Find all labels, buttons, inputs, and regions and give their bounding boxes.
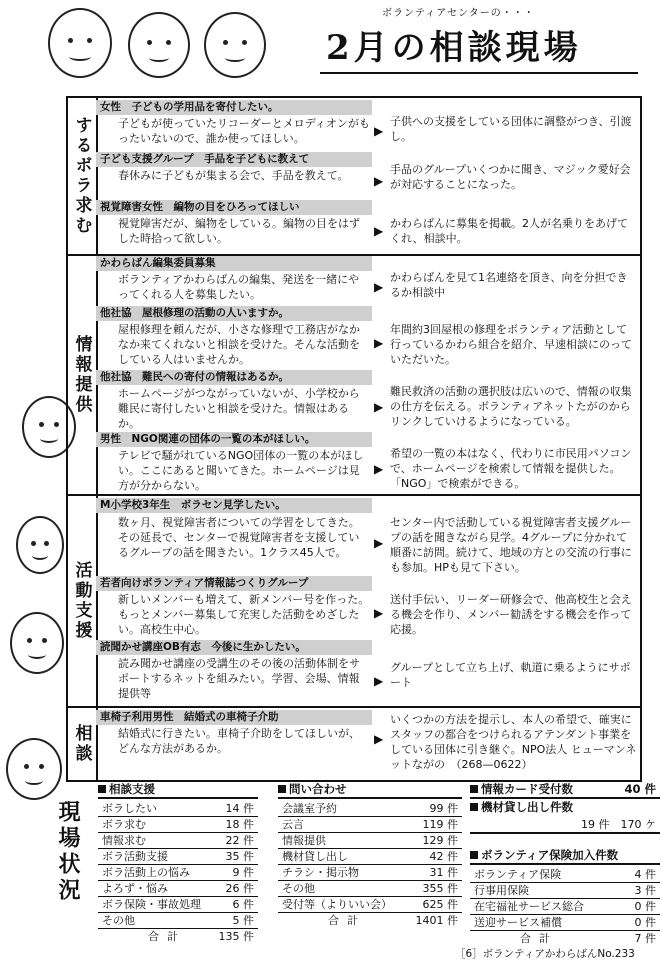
table-total: 合計 1401 件 — [328, 914, 458, 927]
square-icon — [470, 785, 478, 793]
table-row: 情報求む 22 件 — [98, 833, 258, 849]
table-title: 問い合わせ — [278, 782, 462, 799]
entry-answer: 希望の一覧の本はなく、代わりに市民用パソコンで、ホームページを検索して情報を提供した。「NGO」で検索ができる。 — [390, 447, 632, 490]
arrow-icon: ▶ — [374, 124, 384, 138]
table-title: ボランティア保険加入件数 — [470, 848, 660, 865]
arrow-icon: ▶ — [374, 606, 384, 620]
entry-heading: 他社協 屋根修理の活動の人いますか。 — [96, 306, 372, 321]
table-row: よろず・悩み 26 件 — [98, 881, 258, 897]
entry-answer: グループとして立ち上げ、軌道に乗るようにサポート — [390, 661, 631, 689]
stats-label: 現場状況 — [55, 800, 80, 904]
table-row: ボランティア保険 4 件 — [470, 867, 660, 883]
illustration-woman — [128, 12, 190, 78]
arrow-icon: ▶ — [374, 174, 384, 188]
square-icon — [470, 803, 478, 811]
entry-answer: いくつかの方法を提示し、本人の希望で、確実にスタッフの都合をつけられるアテンダント事業をしている団体に引き継ぐ。NPO法人 ヒューマンネットながの （268—0622） — [390, 713, 637, 771]
entry-question: ボランティアかわらばんの編集、発送を一緒にやってくれる人を募集したい。 — [118, 273, 360, 301]
section-consult — [68, 708, 640, 780]
table-total: 合計 7 件 — [520, 932, 656, 945]
entry-answer: 手品のグループいくつかに聞き、マジック愛好会が対応することになった。 — [390, 163, 631, 191]
consultation-table — [66, 96, 642, 782]
table-row: 云言 119 件 — [278, 817, 462, 833]
entry-heading: かわらばん編集委員募集 — [96, 256, 372, 271]
square-icon — [98, 785, 106, 793]
soudan-stats-table — [98, 782, 258, 945]
toiawase-stats-table — [278, 782, 462, 929]
table-total: 合計 135 件 — [148, 930, 254, 943]
arrow-icon: ▶ — [374, 280, 384, 294]
arrow-icon: ▶ — [374, 674, 384, 688]
illustration-woman-glasses-side — [6, 738, 62, 800]
entry-heading: 子ども支援グループ 手品を子どもに教えて — [96, 152, 372, 167]
card-count — [470, 782, 660, 801]
entry-heading: 若者向けボランティア情報誌つくりグループ — [96, 576, 372, 591]
arrow-icon: ▶ — [374, 462, 384, 476]
entry-answer: センター内で活動している視覚障害者支援グループの話を聞きながら見学。4グループに分かれて順番に訪問。続けて、地域の方との交流の行事にも参加。HPも見て下さい。 — [390, 516, 632, 574]
illustration-man-glasses — [48, 8, 112, 78]
page-title: 2月の相談現場 — [326, 28, 582, 68]
section-support — [68, 496, 640, 708]
header-subtitle: ボランティアセンターの・・・ — [382, 8, 535, 19]
table-row: 在宅福祉サービス総合 0 件 — [470, 899, 660, 915]
entry-question: 結婚式に行きたい。車椅子介助をしてほしいが、どんな方法があるか。 — [118, 727, 360, 755]
arrow-icon: ▶ — [374, 732, 384, 746]
table-title: 機材貸し出し件数 — [470, 800, 660, 815]
table-row: チラシ・掲示物 31 件 — [278, 865, 462, 881]
table-row: 送迎サービス補償 0 件 — [470, 915, 660, 931]
table-row: 情報提供 129 件 — [278, 833, 462, 849]
entry-answer: 子供への支援をしている団体に調整がつき、引渡し。 — [390, 115, 632, 143]
entry-answer: 難民救済の活動の選択肢は広いので、情報の収集の仕方を伝える。ボランティアネットたがのからリンクしていけるようになっている。 — [390, 385, 632, 428]
table-row: ボラ保険・事故処理 6 件 — [98, 897, 258, 913]
table-row: その他 5 件 — [98, 913, 258, 929]
entry-question: 視覚障害だが、編物をしている。編物の目をはずした時拾って欲しい。 — [118, 217, 360, 245]
table-row: ボラ求む 18 件 — [98, 817, 258, 833]
kizai-count — [470, 800, 660, 834]
entry-question: テレビで騒がれているNGO団体の一覧の本がほしい。ここにあると聞いてきた。ホームページは見方が分からない。 — [118, 449, 364, 492]
entry-question: 屋根修理を頼んだが、小さな修理で工務店がなかなか来てくれないと相談を受けた。そんな活動をしている人はいませんか。 — [118, 323, 360, 366]
entry-answer: かわらばんを見て1名連絡を頂き、向を分担できるか相談中 — [390, 271, 628, 299]
table-row: 会議室予約 99 件 — [278, 801, 462, 817]
entry-heading: 視覚障害女性 編物の目をひろってほしい — [96, 200, 372, 215]
table-row: その他 355 件 — [278, 881, 462, 897]
table-row: 行事用保険 3 件 — [470, 883, 660, 899]
entry-question: 子どもが使っていたリコーダーとメロディオンがもったいないので、誰か使ってほしい。 — [118, 117, 370, 145]
entry-heading: 他社協 難民への寄付の情報はあるか。 — [96, 370, 372, 385]
entry-question: 読み聞かせ講座の受講生のその後の活動体制をサポートするネットを組みたい。学習、会場、情報提供等 — [118, 657, 360, 700]
table-row: 機材貸し出し 42 件 — [278, 849, 462, 865]
entry-question: ホームページがつながっていないが、小学校から難民に寄付したいと相談を受けた。情報はあるか。 — [118, 387, 360, 430]
entry-heading: 男性 NGO関連の団体の一覧の本がほしい。 — [96, 432, 372, 447]
entry-question: 新しいメンバーも増えて、新メンバー号を作った。もっとメンバー募集して充実した活動をめざしたい。高校生中心。 — [118, 593, 370, 636]
illustration-man-side — [10, 612, 64, 674]
square-icon — [278, 785, 286, 793]
entry-heading: 読聞かせ講座OB有志 今後に生かしたい。 — [96, 640, 372, 655]
page-footer: ［6］ボランティアかわらばんNo.233 — [455, 948, 635, 960]
arrow-icon: ▶ — [374, 224, 384, 238]
table-title: 相談支援 — [98, 782, 258, 799]
entry-heading: 車椅子利用男性 結婚式の車椅子介助 — [96, 710, 372, 725]
entry-answer: かわらばんに募集を掲載。2人が名乗りをあげてくれ、相談中。 — [390, 217, 628, 245]
arrow-icon: ▶ — [374, 536, 384, 550]
section-label: 活動支援 — [68, 496, 98, 706]
entry-heading: M小学校3年生 ボラセン見学したい。 — [96, 498, 372, 513]
section-volunteer — [68, 98, 640, 256]
entry-question: 数ヶ月、視覚障害者についての学習をしてきた。その延長で、センターで視覚障害者を支援しているグループの話を聞きたい。1クラス45人で。 — [118, 516, 360, 559]
section-info — [68, 256, 640, 496]
arrow-icon: ▶ — [374, 336, 384, 350]
table-title: 情報カード受付数 40 件 — [470, 782, 660, 799]
table-row: ボラ活動上の悩み 9 件 — [98, 865, 258, 881]
entry-answer: 年間約3回屋根の修理をボランティア活動として行っているかわら組合を紹介、早速相談にのっていただいた。 — [390, 323, 632, 366]
table-row: 19 件 170 ケ — [470, 817, 660, 834]
square-icon — [470, 851, 478, 859]
entry-answer: 送付手伝い、リーダー研修会で、他高校生と会える機会を作り、メンバー勧誘をする機会を作って応援。 — [390, 593, 632, 636]
entry-heading: 女性 子どもの学用品を寄付したい。 — [96, 100, 372, 115]
table-row: 受付等（よりいい会） 625 件 — [278, 897, 462, 913]
table-row: ボラしたい 14 件 — [98, 801, 258, 817]
section-label: 情報提供 — [68, 256, 98, 494]
hoken-stats-table — [470, 848, 660, 947]
arrow-icon: ▶ — [374, 400, 384, 414]
illustration-woman-side — [16, 516, 64, 574]
title-underline — [320, 72, 638, 74]
table-row: ボラ活動支援 35 件 — [98, 849, 258, 865]
section-label: するボラ求む — [68, 98, 98, 254]
illustration-woman-curly — [204, 12, 266, 78]
entry-question: 春休みに子どもが集まる会で、手品を教えて。 — [118, 169, 349, 182]
section-label: 相談 — [68, 708, 98, 780]
